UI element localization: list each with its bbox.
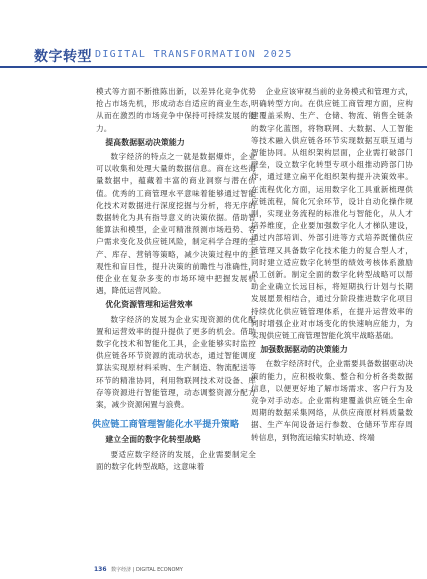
section-heading: 供应链工商管理智能化水平提升策略: [92, 420, 240, 431]
subsection-heading: 优化资源管理和运营效率: [105, 300, 193, 310]
paragraph: 企业应该审视当前的业务模式和管理方式，明确转型方向。在供应链工商管理方面，应构建覆盖采购、生产、仓储、物流、销售全链条的数字化蓝图，将物联网、大数据、人工智能等技术融入供应链各环节实现数据互联互通与智能协同。从组织架构层面，企业需打破部门壁垒，设立数字化转型专项小组推动跨部门协作，通过建立扁平化组织架构提升决策效率。在流程优化方面，运用数字化工具重新梳理供应链流程，简化冗余环节，设计自动化操作规则，实现业务流程的标准化与智能化，从人才培养维度，企业要加强数字化人才梯队建设，通过内部培训、外部引进等方式培养既懂供应链管理又具备数字化技术能力的复合型人才，同时建立适应数字化转型的绩效考核体系激励员工创新。制定全面的数字化转型战略可以帮助企业确立长远目标，将短期执行计划与长期发展愿景相结合，通过分阶段推进数字化项目持续优化供应链管理体系，在提升运营效率的同时增强企业对市场变化的快速响应能力，为实现供应链工商管理智能化筑牢战略基础。: [251, 87, 413, 341]
page-subtitle: DIGITAL TRANSFORMATION 2025: [95, 49, 293, 60]
subsection-heading: 提高数据驱动决策能力: [105, 137, 185, 147]
page-footer: [94, 566, 183, 573]
subsection-heading: 建立全面的数字化转型战略: [105, 435, 201, 445]
header-band: [0, 0, 427, 38]
paragraph: 要适应数字经济的发展，企业需要制定全面的数字化转型战略，这意味着: [96, 449, 256, 471]
page-title: 数字转型: [34, 49, 92, 65]
right-column: [251, 86, 413, 444]
left-column: [92, 86, 256, 473]
paragraph: 数字经济的特点之一就是数据爆炸，企业可以收集和处理大量的数据信息。商在这些海量数据中，蕴藏着丰富的商业洞察与潜在价值。优秀的工商管理水平意味着能够通过智能化技术对数据进行深度挖掘与分析，将无序的数据转化为具有指导意义的决策依据。借助智能算法和模型，企业可精准预测市场趋势、客户需求变化及供应链风险，制定科学合理的生产、库存、营销等策略，减少决策过程中的主观性和盲目性，提升决策的前瞻性与准确性，使企业在复杂多变的市场环境中把握发展机遇，降低运营风险。: [96, 152, 256, 296]
footer-text: 数字经济 | DIGITAL ECONOMY: [111, 567, 183, 573]
header-rule: [0, 66, 427, 68]
page-number: 136: [94, 566, 107, 573]
paragraph: 在数字经济时代，企业需要具备数据驱动决策的能力，应积极收集、整合和分析各类数据信息，以便更好地了解市场需求、客户行为及竞争对手动态。企业需构建覆盖供应链全生命周期的数据采集网络，从供应商原材料质量数据、生产车间设备运行参数、仓储环节库存周转信息，到物流运输实时轨迹、终端: [251, 359, 413, 442]
subsection-heading: 加强数据驱动的决策能力: [260, 345, 348, 355]
paragraph: 模式等方面不断推陈出新，以差异化竞争优势抢占市场先机，形成动态自适应的商业生态，从而在激烈的市场竞争中保持可持续发展的能力。: [96, 87, 256, 133]
paragraph: 数字经济的发展为企业实现资源的优化配置和运营效率的提升提供了更多的机会。借助数字化技术和智能化工具，企业能够实时监控供应链各环节资源的流动状态，通过智能调度算法实现原材料采购、生产制造、物流配送等环节的精准协同，利用物联网技术对设备、库存等资源进行智能管理，动态调整资源分配方案，减少资源闲置与浪费。: [96, 314, 256, 410]
